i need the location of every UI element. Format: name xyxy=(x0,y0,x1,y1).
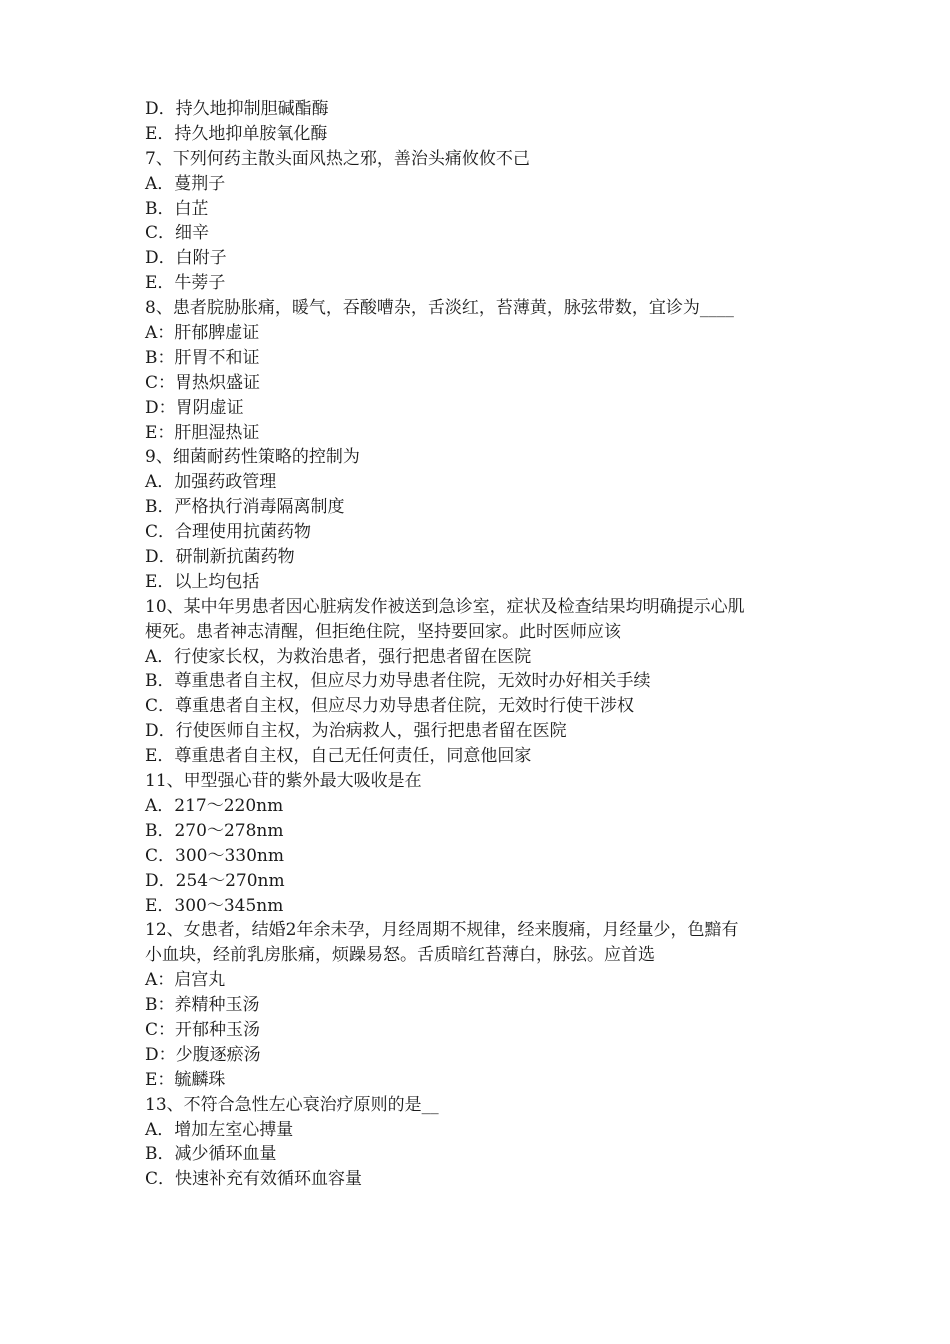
text-line: D：少腹逐瘀汤 xyxy=(145,1044,261,1065)
text-line: D．持久地抑制胆碱酯酶 xyxy=(145,99,329,119)
text-line: B．尊重患者自主权，但应尽力劝导患者住院，无效时办好相关手续 xyxy=(145,671,651,692)
text-line: E．牛蒡子 xyxy=(145,273,226,294)
text-line: A．217～220nm xyxy=(145,795,284,816)
text-line: C．尊重患者自主权，但应尽力劝导患者住院，无效时行使干涉权 xyxy=(145,696,635,717)
text-line: C：胃热炽盛证 xyxy=(145,372,261,393)
text-line: D．白附子 xyxy=(145,248,227,269)
text-line: D．研制新抗菌药物 xyxy=(145,547,295,568)
exam-question-list xyxy=(145,97,825,1192)
text-line: B：养精种玉汤 xyxy=(145,995,260,1016)
text-line: B：肝胃不和证 xyxy=(145,347,260,368)
text-line: A：肝郁脾虚证 xyxy=(145,323,260,344)
text-line: A：启宫丸 xyxy=(145,970,226,991)
text-line: D．行使医师自主权，为治病救人，强行把患者留在医院 xyxy=(145,721,567,742)
text-line: E：肝胆湿热证 xyxy=(145,422,260,443)
text-line: 12、女患者，结婚2年余未孕，月经周期不规律，经来腹痛，月经量少，色黯有 xyxy=(145,920,739,941)
text-line: 10、某中年男患者因心脏病发作被送到急诊室，症状及检查结果均明确提示心肌 xyxy=(145,596,745,617)
text-line: E．尊重患者自主权，自己无任何责任，同意他回家 xyxy=(145,746,532,767)
text-line: C．合理使用抗菌药物 xyxy=(145,522,312,543)
text-line: 8、患者脘胁胀痛，暖气，吞酸嘈杂，舌淡红，苔薄黄，脉弦带数，宜诊为____ xyxy=(145,298,734,319)
text-line: 11、甲型强心苷的紫外最大吸收是在 xyxy=(145,771,422,792)
text-line: 13、不符合急性左心衰治疗原则的是__ xyxy=(145,1094,439,1115)
text-line: E：毓麟珠 xyxy=(145,1069,226,1090)
text-line: B．减少循环血量 xyxy=(145,1144,277,1165)
text-line: A．行使家长权，为救治患者，强行把患者留在医院 xyxy=(145,646,532,667)
text-line: E．持久地抑单胺氧化酶 xyxy=(145,123,328,144)
text-line: C：开郁种玉汤 xyxy=(145,1019,261,1040)
text-line: 梗死。患者神志清醒，但拒绝住院，坚持要回家。此时医师应该 xyxy=(145,621,621,642)
text-line: D．254～270nm xyxy=(145,870,285,891)
text-line: E．以上均包括 xyxy=(145,571,260,592)
text-line: C．快速补充有效循环血容量 xyxy=(145,1169,363,1190)
text-line: B．白芷 xyxy=(145,198,209,219)
text-line: 7、下列何药主散头面风热之邪，善治头痛攸攸不己 xyxy=(145,148,530,169)
text-line: B．270～278nm xyxy=(145,820,284,841)
text-line: A．加强药政管理 xyxy=(145,472,277,493)
text-line: A．蔓荆子 xyxy=(145,173,226,194)
text-line: A．增加左室心搏量 xyxy=(145,1119,294,1140)
text-line: E．300～345nm xyxy=(145,895,284,916)
text-line: D：胃阴虚证 xyxy=(145,397,244,418)
text-line: B．严格执行消毒隔离制度 xyxy=(145,497,345,518)
text-line: C．300～330nm xyxy=(145,845,284,866)
text-line: 9、细菌耐药性策略的控制为 xyxy=(145,447,360,468)
text-line: 小血块，经前乳房胀痛，烦躁易怒。舌质暗红苔薄白，脉弦。应首选 xyxy=(145,945,655,966)
text-line: C．细辛 xyxy=(145,223,210,244)
